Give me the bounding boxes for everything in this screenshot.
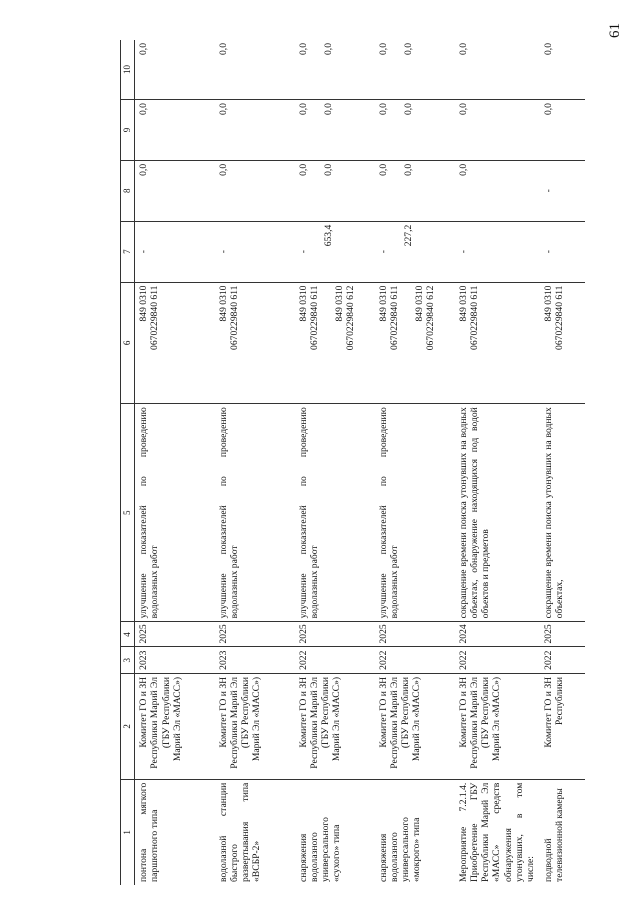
value-line: - <box>377 250 389 254</box>
value-line: 653,4 <box>322 224 334 247</box>
budget-code-line: 0670229840 612 <box>425 285 437 351</box>
cell-budget-code <box>455 282 540 404</box>
cell-result: улучшение показателей по проведению водолазных работ <box>375 404 455 622</box>
value-line: 0,0 <box>542 103 554 116</box>
cell-start-year: 2022 <box>540 647 585 673</box>
table-row <box>295 40 375 885</box>
value-line: - <box>138 250 149 254</box>
cell-value-10 <box>135 40 215 100</box>
value-line: 0,0 <box>377 43 389 55</box>
cell-value-7 <box>135 221 215 282</box>
value-line: 0,0 <box>217 43 229 55</box>
cell-result: сокращение времени поиска утонувших на водных объектах, обнаружение находящихся под водой объектов и предметов <box>455 404 540 622</box>
budget-code-line: 0670229840 611 <box>468 285 480 350</box>
value-line: 0,0 <box>138 103 149 116</box>
cell-value-7 <box>295 221 375 282</box>
cell-executor: Комитет ГО и ЗН Республики <box>540 673 585 779</box>
value-line: 0,0 <box>542 43 554 55</box>
cell-end-year: 2025 <box>540 622 585 647</box>
value-line: 0,0 <box>138 163 149 176</box>
value-line: 0,0 <box>217 103 229 116</box>
budget-code-line: 849 0310 <box>297 285 309 322</box>
cell-description: водолазной станции быстрого развертывания типа «ВСБР-2» <box>215 779 295 885</box>
cell-budget-code <box>215 282 295 404</box>
header-row <box>121 40 135 885</box>
value-line: - <box>217 250 229 254</box>
cell-value-9 <box>455 100 540 161</box>
value-line: 227,2 <box>402 224 414 247</box>
table-row <box>540 40 585 885</box>
budget-code-line: 849 0310 <box>377 285 389 322</box>
value-line: 0,0 <box>217 163 229 176</box>
value-line: 0,0 <box>297 43 309 55</box>
table-row <box>215 40 295 885</box>
header-cell: 9 <box>121 100 135 161</box>
header-cell: 3 <box>121 647 135 673</box>
header-cell: 2 <box>121 673 135 779</box>
cell-executor: Комитет ГО и ЗН Республики Марий Эл (ГБУ Республики Марий Эл «МАСС») <box>135 673 215 779</box>
cell-start-year: 2022 <box>375 647 455 673</box>
budget-code-line: 849 0310 <box>334 285 346 322</box>
cell-description: понтона мягкого паршютного типа <box>135 779 215 885</box>
cell-value-10 <box>215 40 295 100</box>
value-line: 0,0 <box>322 103 334 116</box>
header-cell: 5 <box>121 404 135 622</box>
cell-end-year: 2024 <box>455 622 540 647</box>
header-cell: 6 <box>121 282 135 404</box>
cell-value-10 <box>295 40 375 100</box>
cell-description: Мероприятие 7.2.1.4. Приобретение ГБУ Республики Марий Эл «МАСС» средств обнаружения утонувших, в том числе: <box>455 779 540 885</box>
value-line: 0,0 <box>377 163 389 176</box>
header-cell: 10 <box>121 40 135 100</box>
budget-code-line: 849 0310 <box>414 285 426 322</box>
budget-code-line: 849 0310 <box>217 285 229 322</box>
cell-value-7 <box>215 221 295 282</box>
cell-value-10 <box>540 40 585 100</box>
budget-code-line: 0670229840 611 <box>228 285 240 350</box>
header-cell: 1 <box>121 779 135 885</box>
cell-value-8 <box>540 160 585 221</box>
cell-executor: Комитет ГО и ЗН Республики Марий Эл (ГБУ Республики Марий Эл «МАСС») <box>215 673 295 779</box>
value-line: 0,0 <box>297 103 309 116</box>
header-cell: 4 <box>121 622 135 647</box>
value-line: 0,0 <box>457 163 469 176</box>
rotated-table-container <box>120 40 565 885</box>
cell-value-9 <box>540 100 585 161</box>
cell-value-9 <box>295 100 375 161</box>
page-number: 61 <box>607 23 623 38</box>
cell-result: сокращение времени поиска утонувших на водных объектах, <box>540 404 585 622</box>
value-line: - <box>542 189 554 193</box>
cell-start-year: 2022 <box>455 647 540 673</box>
cell-budget-code <box>135 282 215 404</box>
value-line: - <box>542 250 554 254</box>
value-line: 0,0 <box>377 103 389 116</box>
cell-value-8 <box>135 160 215 221</box>
table-row <box>455 40 540 885</box>
value-line: 0,0 <box>322 163 334 176</box>
cell-end-year: 2025 <box>295 622 375 647</box>
cell-budget-code <box>295 282 375 404</box>
cell-executor: Комитет ГО и ЗН Республики Марий Эл (ГБУ Республики Марий Эл «МАСС») <box>375 673 455 779</box>
header-cell: 8 <box>121 160 135 221</box>
cell-value-7 <box>375 221 455 282</box>
value-line: - <box>297 250 309 254</box>
cell-executor: Комитет ГО и ЗН Республики Марий Эл (ГБУ Республики Марий Эл «МАСС») <box>455 673 540 779</box>
budget-code-line: 0670229840 611 <box>308 285 320 350</box>
cell-value-8 <box>455 160 540 221</box>
budget-code-line: 849 0310 <box>457 285 469 322</box>
value-line: 0,0 <box>322 43 334 55</box>
cell-description: подводной телевизионной камеры <box>540 779 585 885</box>
header-cell: 7 <box>121 221 135 282</box>
value-line: 0,0 <box>402 163 414 176</box>
cell-value-8 <box>295 160 375 221</box>
value-line: 0,0 <box>402 43 414 55</box>
value-line: - <box>457 250 469 254</box>
value-line: 0,0 <box>138 43 149 55</box>
cell-description: снаряжения водолазного универсального «мокрого» типа <box>375 779 455 885</box>
cell-value-10 <box>375 40 455 100</box>
budget-code-line: 0670229840 611 <box>388 285 400 350</box>
cell-value-7 <box>540 221 585 282</box>
cell-value-7 <box>455 221 540 282</box>
cell-end-year: 2025 <box>375 622 455 647</box>
cell-start-year: 2023 <box>135 647 215 673</box>
cell-start-year: 2022 <box>295 647 375 673</box>
table-row <box>375 40 455 885</box>
cell-value-9 <box>375 100 455 161</box>
budget-code-line: 0670229840 612 <box>345 285 357 351</box>
cell-result: улучшение показателей по проведению водолазных работ <box>135 404 215 622</box>
cell-value-8 <box>375 160 455 221</box>
budget-table <box>120 40 585 885</box>
budget-code-line: 0670229840 611 <box>554 285 565 350</box>
cell-end-year: 2025 <box>135 622 215 647</box>
cell-result: улучшение показателей по проведению водолазных работ <box>295 404 375 622</box>
cell-budget-code <box>375 282 455 404</box>
value-line: 0,0 <box>297 163 309 176</box>
cell-start-year: 2023 <box>215 647 295 673</box>
value-line: 0,0 <box>457 43 469 55</box>
value-line: 0,0 <box>402 103 414 116</box>
table-row <box>135 40 215 885</box>
cell-value-10 <box>455 40 540 100</box>
cell-description: снаряжения водолазного универсального «сухого» типа <box>295 779 375 885</box>
value-line: 0,0 <box>457 103 469 116</box>
budget-code-line: 0670229840 611 <box>149 285 161 350</box>
cell-value-9 <box>215 100 295 161</box>
budget-code-line: 849 0310 <box>542 285 554 322</box>
cell-end-year: 2025 <box>215 622 295 647</box>
budget-code-line: 849 0310 <box>138 285 149 322</box>
cell-value-9 <box>135 100 215 161</box>
cell-result: улучшение показателей по проведению водолазных работ <box>215 404 295 622</box>
cell-executor: Комитет ГО и ЗН Республики Марий Эл (ГБУ Республики Марий Эл «МАСС») <box>295 673 375 779</box>
cell-budget-code <box>540 282 585 404</box>
cell-value-8 <box>215 160 295 221</box>
